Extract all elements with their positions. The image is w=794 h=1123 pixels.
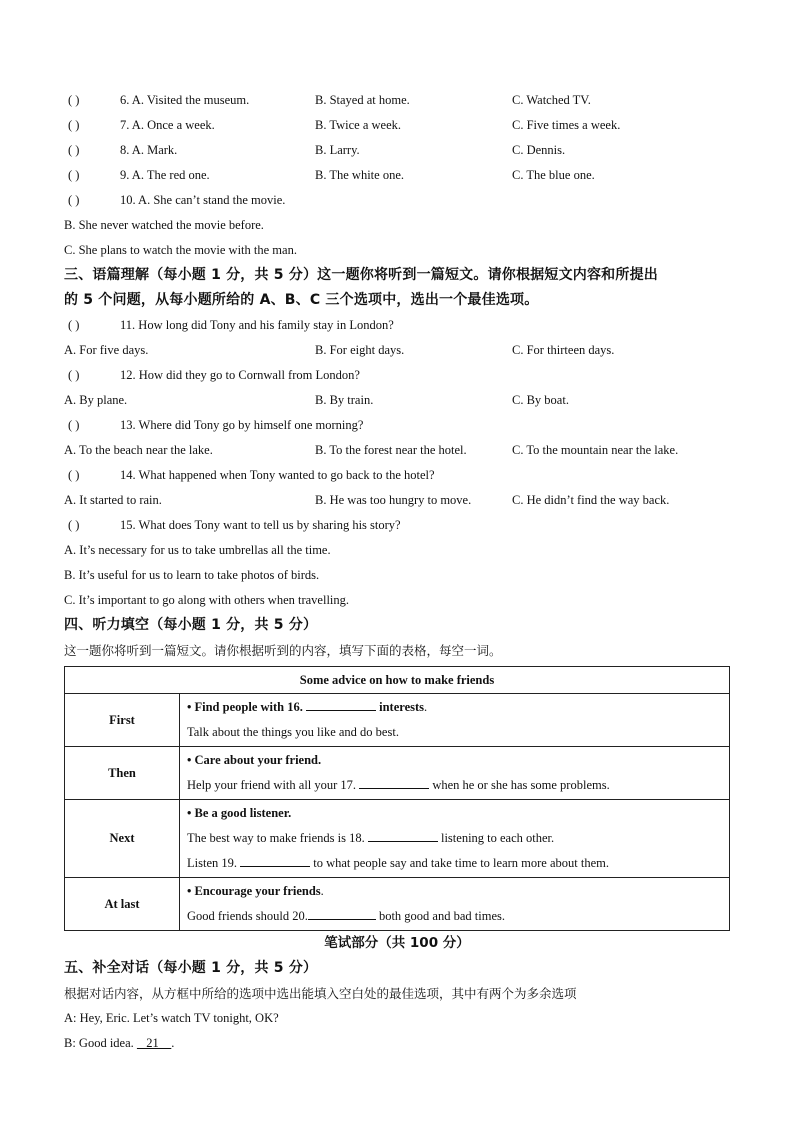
option-b: B. By train. xyxy=(315,393,374,407)
bullet-text-after: interests xyxy=(375,700,425,714)
blank-17[interactable] xyxy=(359,774,429,789)
question-row-12 xyxy=(64,363,730,388)
question-text: 7. A. Once a week. xyxy=(120,118,215,132)
question-row-9 xyxy=(64,163,730,188)
table-row-then xyxy=(65,747,730,800)
table-title: Some advice on how to make friends xyxy=(65,667,730,694)
option-c: C. He didn’t find the way back. xyxy=(512,493,670,507)
row-label: First xyxy=(65,694,180,747)
blank-19[interactable] xyxy=(240,852,310,867)
row-label: At last xyxy=(65,878,180,931)
question-row-6 xyxy=(64,88,730,113)
question-text: 10. A. She can’t stand the movie. xyxy=(120,193,286,207)
line-before: Good friends should 20. xyxy=(187,909,308,923)
options-row-14 xyxy=(64,488,730,513)
question-text: 6. A. Visited the museum. xyxy=(120,93,250,107)
answer-parenthesis: ( ) xyxy=(68,118,80,132)
answer-parenthesis: ( ) xyxy=(68,93,80,107)
row-content xyxy=(180,800,730,878)
options-row-12 xyxy=(64,388,730,413)
option-b: B. She never watched the movie before. xyxy=(64,218,264,232)
blank-16[interactable] xyxy=(306,696,376,711)
question-row-7 xyxy=(64,113,730,138)
answer-parenthesis: ( ) xyxy=(68,168,80,182)
option-a: A. For five days. xyxy=(64,343,149,357)
option-b: B. The white one. xyxy=(315,168,404,182)
line-before: Help your friend with all your 17. xyxy=(187,778,357,792)
option-c: C. By boat. xyxy=(512,393,569,407)
dialogue-text: B: Good idea. xyxy=(64,1036,137,1050)
bullet-text: • Care about your friend. xyxy=(187,753,322,767)
question-row-8 xyxy=(64,138,730,163)
option-b: B. For eight days. xyxy=(315,343,405,357)
question-row-10 xyxy=(64,188,730,213)
dialogue-line-b xyxy=(64,1031,730,1056)
options-row-11 xyxy=(64,338,730,363)
row-content xyxy=(180,878,730,931)
line-before: The best way to make friends is 18. xyxy=(187,831,365,845)
option-c: C. For thirteen days. xyxy=(512,343,615,357)
question-text: 14. What happened when Tony wanted to go back to the hotel? xyxy=(120,468,435,482)
question-text: 8. A. Mark. xyxy=(120,143,178,157)
option-b: B. Twice a week. xyxy=(315,118,402,132)
bullet-text: • Encourage your friends xyxy=(187,884,321,898)
option-c: C. Five times a week. xyxy=(512,118,621,132)
option-c: C. It’s important to go along with others when travelling. xyxy=(64,593,350,607)
option-c: C. To the mountain near the lake. xyxy=(512,443,679,457)
options-row-13 xyxy=(64,438,730,463)
table-row-first xyxy=(65,694,730,747)
period: . xyxy=(320,884,324,898)
line-before: Listen 19. xyxy=(187,856,237,870)
option-b: B. Stayed at home. xyxy=(315,93,410,107)
heading-line: 三、语篇理解（每小题 1 分，共 5 分）这一题你将听到一篇短文。请你根据短文内容和所提出 xyxy=(64,267,658,283)
line-after: both good and bad times. xyxy=(375,909,505,923)
option-b: B. It’s useful for us to learn to take photos of birds. xyxy=(64,568,320,582)
answer-parenthesis: ( ) xyxy=(68,418,80,432)
bullet-text: • Find people with 16. xyxy=(187,700,303,714)
option-c: C. The blue one. xyxy=(512,168,595,182)
question-text: 12. How did they go to Cornwall from London? xyxy=(120,368,360,382)
section-4-heading: 四、听力填空（每小题 1 分，共 5 分） xyxy=(64,617,318,633)
line-after: to what people say and take time to learn more about them. xyxy=(310,856,609,870)
answer-parenthesis: ( ) xyxy=(68,368,80,382)
option-c: C. Dennis. xyxy=(512,143,566,157)
option-c: C. Watched TV. xyxy=(512,93,591,107)
question-row-11 xyxy=(64,313,730,338)
row-label: Then xyxy=(65,747,180,800)
question-text: 11. How long did Tony and his family stay in London? xyxy=(120,318,394,332)
section-4-instruction: 这一题你将听到一篇短文。请你根据听到的内容，填写下面的表格，每空一词。 xyxy=(64,643,502,658)
option-b: B. To the forest near the hotel. xyxy=(315,443,467,457)
question-text: 13. Where did Tony go by himself one morning? xyxy=(120,418,364,432)
answer-parenthesis: ( ) xyxy=(68,468,80,482)
row-content xyxy=(180,747,730,800)
question-text: 9. A. The red one. xyxy=(120,168,210,182)
row-line: Talk about the things you like and do best. xyxy=(187,725,399,739)
bullet-text: • Be a good listener. xyxy=(187,806,292,820)
table-row-at-last xyxy=(65,878,730,931)
dialogue-line-a: A: Hey, Eric. Let’s watch TV tonight, OK? xyxy=(64,1011,279,1025)
row-content xyxy=(180,694,730,747)
question-row-13 xyxy=(64,413,730,438)
blank-21[interactable]: 21 xyxy=(136,1036,172,1050)
answer-parenthesis: ( ) xyxy=(68,518,80,532)
section-5-heading: 五、补全对话（每小题 1 分，共 5 分） xyxy=(64,960,318,976)
heading-line: 的 5 个问题，从每小题所给的 A、B、C 三个选项中，选出一个最佳选项。 xyxy=(64,292,539,308)
option-b: B. Larry. xyxy=(315,143,360,157)
written-part-heading: 笔试部分（共 100 分） xyxy=(324,935,470,951)
answer-parenthesis: ( ) xyxy=(68,193,80,207)
line-after: when he or she has some problems. xyxy=(429,778,610,792)
section-3-heading xyxy=(64,263,730,313)
advice-table xyxy=(64,666,730,931)
exam-page xyxy=(64,88,730,1056)
option-a: A. To the beach near the lake. xyxy=(64,443,213,457)
question-row-14 xyxy=(64,463,730,488)
question-text: 15. What does Tony want to tell us by sharing his story? xyxy=(120,518,401,532)
blank-20[interactable] xyxy=(308,905,376,920)
option-c: C. She plans to watch the movie with the man. xyxy=(64,243,297,257)
period: . xyxy=(424,700,428,714)
line-after: listening to each other. xyxy=(437,831,555,845)
option-b: B. He was too hungry to move. xyxy=(315,493,472,507)
table-row-next xyxy=(65,800,730,878)
question-row-15 xyxy=(64,513,730,538)
dialogue-tail: . xyxy=(171,1036,175,1050)
section-5-instruction: 根据对话内容，从方框中所给的选项中选出能填入空白处的最佳选项，其中有两个为多余选项 xyxy=(64,986,577,1001)
option-a: A. It started to rain. xyxy=(64,493,162,507)
answer-parenthesis: ( ) xyxy=(68,143,80,157)
blank-18[interactable] xyxy=(368,827,438,842)
option-a: A. It’s necessary for us to take umbrellas all the time. xyxy=(64,543,331,557)
row-label: Next xyxy=(65,800,180,878)
option-a: A. By plane. xyxy=(64,393,128,407)
answer-parenthesis: ( ) xyxy=(68,318,80,332)
